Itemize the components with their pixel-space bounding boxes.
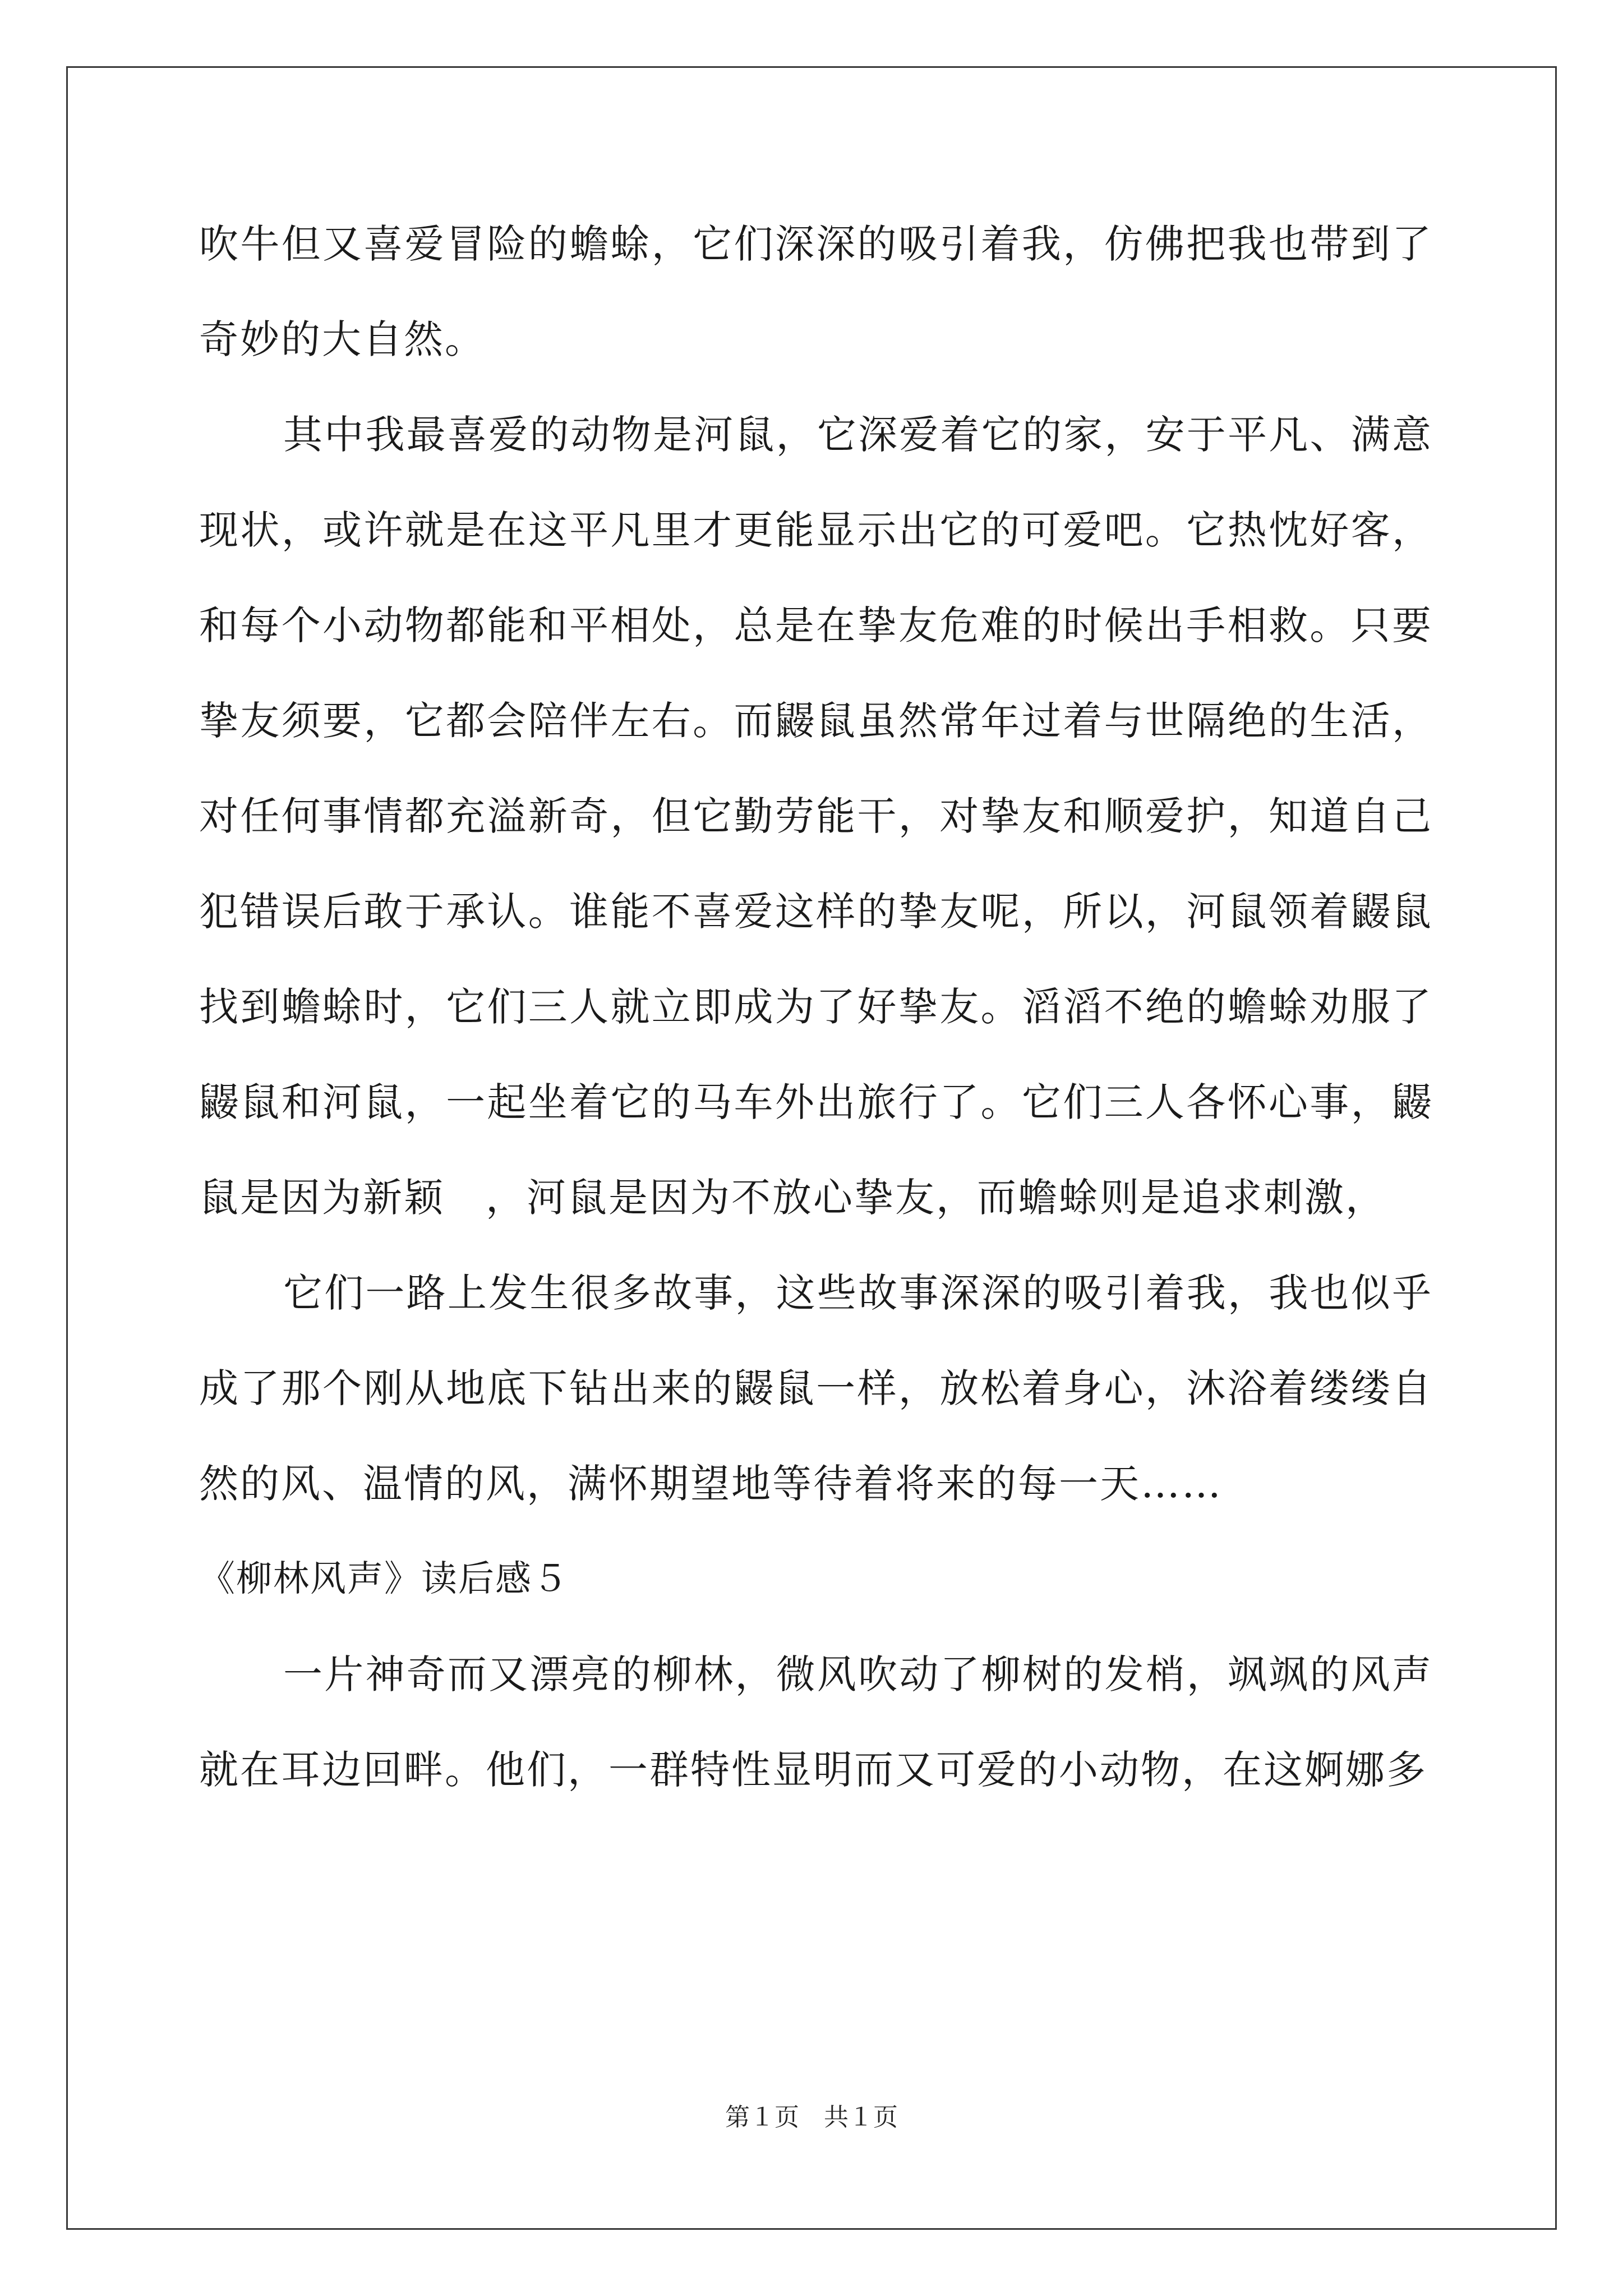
paragraph-1: 吹牛但又喜爱冒险的蟾蜍，它们深深的吸引着我，仿佛把我也带到了奇妙的大自然。	[199, 221, 1433, 362]
paragraph-2: 其中我最喜爱的动物是河鼠，它深爱着它的家，安于平凡、满意现状，或许就是在这平凡里才更能显示出它的可爱吧。它热忱好客，和每个小动物都能和平相处，总是在挚友危难的时候出手相救。只要挚友须要，它都会陪伴左右。而鼹鼠虽然常年过着与世隔绝的生活，对任何事情都充溢新奇，但它勤劳能干，对挚友和顺爱护，知道自己犯错误后敢于承认。谁能不喜爱这样的挚友呢，所以，河鼠领着鼹鼠找到蟾蜍时，它们三人就立即成为了好挚友。滔滔不绝的蟾蜍劝服了鼹鼠和河鼠，一起坐着它的马车外出旅行了。它们三人各怀心事，鼹鼠是因为新颖 ，河鼠是因为不放心挚友，而蟾蜍则是追求刺激，	[199, 412, 1433, 1221]
document-body	[199, 196, 1433, 1818]
page-number-footer: 第１页 共１页	[725, 2103, 898, 2132]
paragraph-3: 它们一路上发生很多故事，这些故事深深的吸引着我，我也似乎成了那个刚从地底下钻出来的鼹鼠一样，放松着身心，沐浴着缕缕自然的风、温情的风，满怀期望地等待着将来的每一天……	[199, 1270, 1433, 1507]
paragraph-4: 一片神奇而又漂亮的柳林，微风吹动了柳树的发梢，飒飒的风声就在耳边回畔。他们，一群特性显明而又可爱的小动物，在这婀娜多	[199, 1651, 1433, 1793]
section-heading: 《柳林风声》读后感５	[199, 1558, 569, 1600]
